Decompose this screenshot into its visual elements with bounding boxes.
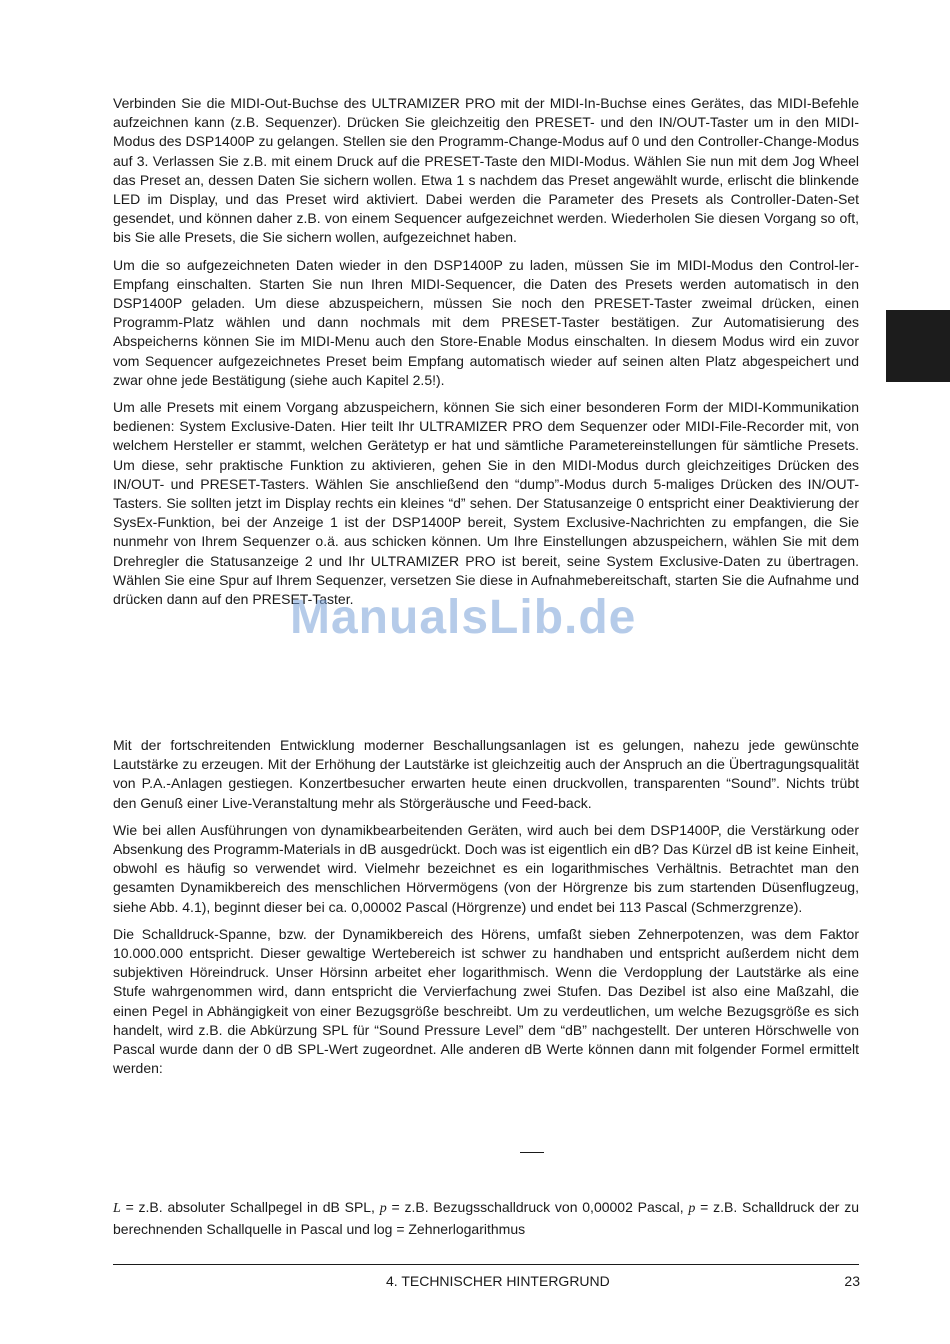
formula-legend bbox=[113, 1197, 859, 1239]
symbol-p-source: p bbox=[688, 1201, 696, 1216]
chapter-tab-marker bbox=[886, 310, 950, 382]
formula-fraction-bar bbox=[520, 1152, 544, 1153]
paragraph: Die Schalldruck-Spanne, bzw. der Dynamikbereich des Hörens, umfaßt sieben Zehnerpotenzen, was dem Faktor 10.000.000 entspricht. Dieser gewaltige Wertebereich ist schwer zu handhaben und entspricht außerdem nicht dem subjektiven Höreindruck. Unser Hörsinn arbeitet eher logarithmisch. Wenn die Verdopplung der Lautstärke als eine Stufe wahrgenommen wird, dann entspricht die Vervierfachung zwei Stufen. Das Dezibel ist also eine Maßzahl, die einen Pegel in Abhängigkeit von einer Bezugsgröße beschreibt. Um zu verdeutlichen, um welche Bezugsgröße es sich handelt, wird z.B. die Abkürzung SPL für “Sound Pressure Level” dem “dB” nachgestellt. Der unteren Hörschwelle von Pascal wurde dann der 0 dB SPL-Wert zugeordnet. Alle anderen dB Werte können dann mit folgender Formel ermittelt werden: bbox=[113, 925, 859, 1077]
symbol-p-reference: p bbox=[379, 1201, 387, 1216]
paragraph: Wie bei allen Ausführungen von dynamikbearbeitenden Geräten, wird auch bei dem DSP1400P, die Verstärkung oder Absenkung des Programm-Materials in dB ausgedrückt. Doch was ist eigentlich ein dB? Das Kürzel dB ist keine Einheit, obwohl es häufig so verwendet wird. Vielmehr bezeichnet es ein logarithmisches Verhältnis. Betrachtet man den gesamten Dynamikbereich des menschlichen Hörvermögens (von der Hörgrenze bis zum startenden Düsenflugzeug, siehe Abb. 4.1), beginnt dieser bei ca. 0,00002 Pascal (Hörgrenze) und endet bei 113 Pascal (Schmerzgrenze). bbox=[113, 821, 859, 915]
legend-text: = z.B. Bezugsschalldruck von 0,00002 Pascal, bbox=[386, 1199, 689, 1215]
legend-text: = z.B. absoluter Schallpegel in dB SPL, bbox=[120, 1199, 380, 1215]
watermark: ManualsLib.de bbox=[290, 591, 637, 644]
midi-dump-section bbox=[113, 94, 859, 617]
paragraph: Verbinden Sie die MIDI-Out-Buchse des ULTRAMIZER PRO mit der MIDI-In-Buchse eines Gerätes, das MIDI-Befehle aufzeichnen kann (z.B. Sequenzer). Drücken Sie gleichzeitig den PRESET- und den IN/OUT-Taster um in den MIDI-Modus des DSP1400P zu gelangen. Stellen sie den Programm-Change-Modus auf 0 und den Controller-Change-Modus auf 3. Verlassen Sie z.B. mit einem Druck auf die PRESET-Taste den MIDI-Modus. Wählen Sie nun mit dem Jog Wheel das Preset an, dessen Daten Sie sichern wollen. Etwa 1 s nachdem das Preset angewählt wurde, erlischt die blinkende LED im Display, und das Preset wird aktiviert. Dabei werden die Parameter des Presets als Controller-Daten-Set gesendet, und können daher z.B. von einem Sequencer aufgezeichnet werden. Wiederholen Sie diesen Vorgang so oft, bis Sie alle Presets, die Sie sichern wollen, aufgezeichnet haben. bbox=[113, 95, 859, 246]
footer-rule bbox=[113, 1264, 859, 1265]
technical-background-section bbox=[113, 736, 859, 1086]
legend-text: = z.B. Schalldruck der zu berechnenden Schallquelle in Pascal und log = Zehnerlogarithmus bbox=[113, 1199, 859, 1237]
paragraph: Um die so aufgezeichneten Daten wieder in den DSP1400P zu laden, müssen Sie im MIDI-Modus den Control-ler-Empfang einschalten. Starten Sie nun Ihren MIDI-Sequencer, die Daten des Presets werden automatisch in den DSP1400P geladen. Um diese abzuspeichern, müssen Sie noch den PRESET-Taster zweimal drücken, einen Programm-Platz wählen und dann nochmals mit dem PRESET-Taster bestätigen. Zur Automatisierung des Abspeicherns können Sie im MIDI-Menu auch den Store-Enable Modus einschalten. In diesem Modus wird ein zuvor vom Sequencer aufgezeichnetes Preset beim Empfang automatisch wieder auf seinen alten Platz abgespeichert und zwar ohne jede Bestätigung (siehe auch Kapitel 2.5!). bbox=[113, 256, 859, 388]
paragraph: Um alle Presets mit einem Vorgang abzuspeichern, können Sie sich einer besonderen Form der MIDI-Kommunikation bedienen: System Exclusive-Daten. Hier teilt Ihr ULTRAMIZER PRO dem Sequenzer oder MIDI-File-Recorder mit, von welchem Hersteller er stammt, welchen Gerätetyp er hat und sämtliche Parametereinstellungen für sämtliche Presets. Um diese, sehr praktische Funktion zu aktivieren, gehen Sie in den MIDI-Modus durch gleichzeitiges Drücken des IN/OUT- und PRESET-Tasters. Wählen Sie anschließend den “dump”-Modus durch 5-maliges Drücken des IN/OUT-Tasters. Sie sollten jetzt im Display rechts ein kleines “d” sehen. Der Statusanzeige 0 entspricht einer Deaktivierung der SysEx-Funktion, bei der Anzeige 1 ist der DSP1400P bereit, System Exclusive-Nachrichten zu empfangen, die Sie nunmehr von Ihrem Sequenzer o.ä. aus schicken können. Um Ihre Einstellungen abzuspeichern, wählen Sie mit dem Drehregler die Statusanzeige 2 und Ihr ULTRAMIZER PRO ist bereit, seine System Exclusive-Daten zu übertragen. Wählen Sie eine Spur auf Ihrem Sequenzer, versetzen Sie diese in Aufnahmebereitschaft, starten Sie die Aufnahme und drücken dann auf den PRESET-Taster. bbox=[113, 399, 859, 608]
paragraph: Mit der fortschreitenden Entwicklung moderner Beschallungsanlagen ist es gelungen, nahezu jede gewünschte Lautstärke zu erzeugen. Mit der Erhöhung der Lautstärke ist gleichzeitig auch der Anspruch an die Übertragungsqualität von P.A.-Anlagen gestiegen. Konzertbesucher erwarten heute einen druckvollen, transparenten “Sound”. Nichts trübt den Genuß einer Live-Veranstaltung mehr als Störgeräusche und Feed-back. bbox=[113, 737, 859, 811]
footer-chapter-title: 4. TECHNISCHER HINTERGRUND bbox=[386, 1273, 610, 1289]
symbol-L: L bbox=[113, 1201, 121, 1216]
page-number: 23 bbox=[844, 1273, 860, 1289]
